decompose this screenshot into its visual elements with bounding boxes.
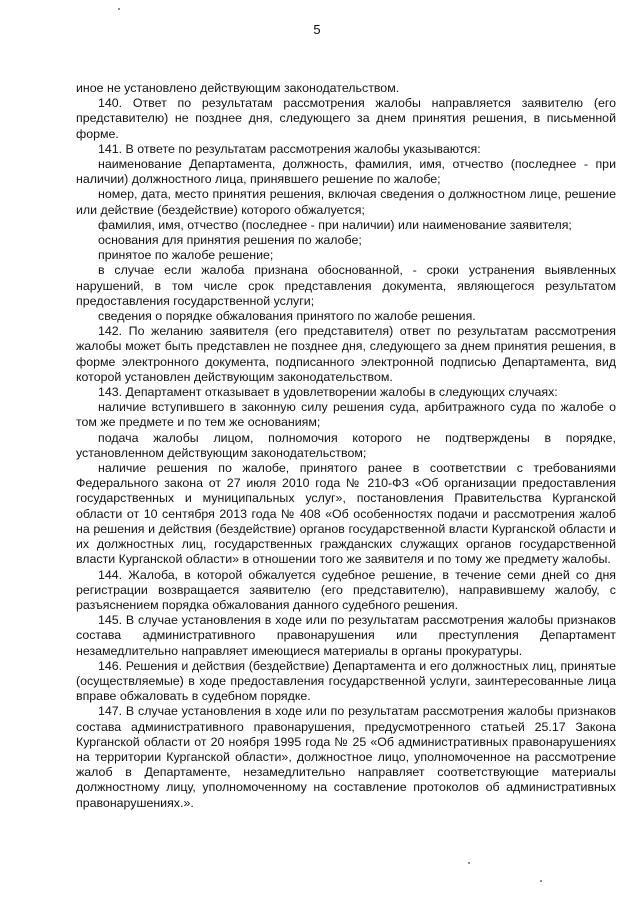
paragraph: 141. В ответе по результатам рассмотрения жалобы указываются: xyxy=(98,141,481,156)
paragraph: 142. По желанию заявителя (его представителя) ответ по результатам рассмотрения жалобы может быть представлен не позднее дня, следующего за днем принятия решения, в форме электронного документа, подписанного электронной подписью Департамента, вид которой установлен действующим законодательством. xyxy=(76,324,616,384)
paragraph: 143. Департамент отказывает в удовлетворении жалобы в следующих случаях: xyxy=(98,385,558,400)
paragraph: сведения о порядке обжалования принятого по жалобе решения. xyxy=(98,309,476,324)
paragraph: в случае если жалоба признана обоснованной, - сроки устранения выявленных нарушений, в том числе срок представления документа, являющегося результатом предоставления государственной услуги; xyxy=(76,263,616,308)
paragraph: наличие вступившего в законную силу решения суда, арбитражного суда по жалобе о том же предмете и по тем же основаниям; xyxy=(76,400,616,430)
paragraph: принятое по жалобе решение; xyxy=(98,248,274,263)
paragraph: основания для принятия решения по жалобе; xyxy=(98,233,362,248)
paragraph: наименование Департамента, должность, фамилия, имя, отчество (последнее - при наличии) должностного лица, принявшего решение по жалобе; xyxy=(76,157,616,187)
paragraph: 145. В случае установления в ходе или по результатам рассмотрения жалобы признаков состава административного правонарушения или преступления Департамент незамедлительно направляет имеющиеся материалы в органы прокуратуры. xyxy=(76,613,616,658)
page-number: 5 xyxy=(313,22,321,37)
paragraph: номер, дата, место принятия решения, включая сведения о должностном лице, решение или действие (бездействие) которого обжалуется; xyxy=(76,187,616,217)
scan-speck xyxy=(468,862,470,864)
scan-speck xyxy=(540,880,542,882)
paragraph: 146. Решения и действия (бездействие) Департамента и его должностных лиц, принятые (осуществляемые) в ходе предоставления государственной услуги, заинтересованные лица вправе обжаловать в судебном порядке. xyxy=(76,658,616,704)
paragraph: 144. Жалоба, в которой обжалуется судебное решение, в течение семи дней со дня регистрации возвращается заявителю (его представителю), направившему жалобу, с разъяснением порядка обжалования данного судебного решения. xyxy=(76,567,616,612)
paragraph: 140. Ответ по результатам рассмотрения жалобы направляется заявителю (его представителю) не позднее дня, следующего за днем принятия решения, в письменной форме. xyxy=(76,96,616,141)
paragraph: фамилия, имя, отчество (последнее - при наличии) или наименование заявителя; xyxy=(98,217,572,232)
document-body xyxy=(76,81,616,811)
paragraph: 147. В случае установления в ходе или по результатам рассмотрения жалобы признаков состава административного правонарушения, предусмотренного статьей 25.17 Закона Курганской области от 20 ноября 1995 года № 25 «Об административных правонарушениях на территории Курганской области», должностное лицо, уполномоченное на рассмотрение жалоб в Департаменте, незамедлительно направляет соответствующие материалы должностному лицу, уполномоченному на составление протоколов об административных правонарушениях.». xyxy=(76,704,616,810)
paragraph: подача жалобы лицом, полномочия которого не подтверждены в порядке, установленном действующим законодательством; xyxy=(76,430,616,460)
scan-speck xyxy=(118,8,120,10)
paragraph: наличие решения по жалобе, принятого ранее в соответствии с требованиями Федерального закона от 27 июля 2010 года № 210-ФЗ «Об организации предоставления государственных и муниципальных услуг», постановления Правительства Курганской области от 10 сентября 2013 года № 408 «Об особенностях подачи и рассмотрения жалоб на решения и действия (бездействие) органов государственной власти Курганской области и их должностных лиц, государственных гражданских служащих органов государственной власти Курганской области» в отношении того же заявителя и по тому же предмету жалобы. xyxy=(76,461,616,567)
paragraph: иное не установлено действующим законодательством. xyxy=(76,81,400,95)
